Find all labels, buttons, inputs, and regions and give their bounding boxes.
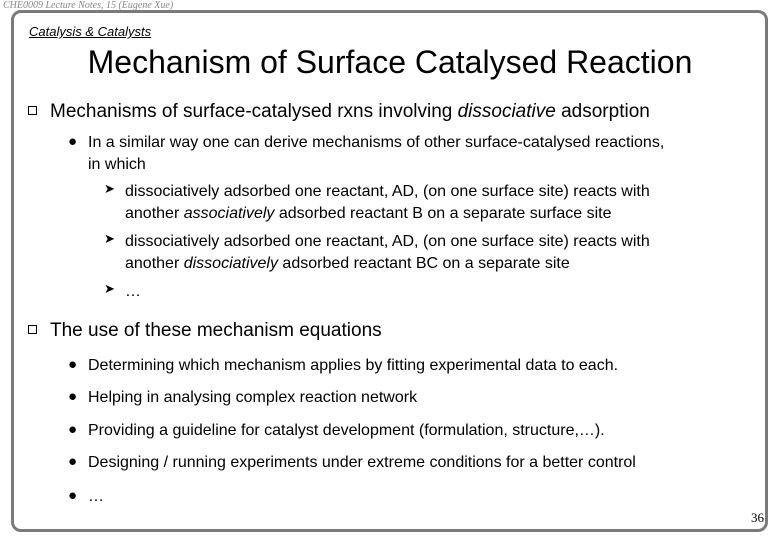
circle-bullet-icon: ● [68,388,78,405]
circle-bullet-icon: ● [68,356,78,373]
square-bullet-icon [28,106,37,115]
course-note-header: CHE0009 Lecture Notes, 15 (Eugene Xue) [3,0,174,11]
sub-bullet-text: … [88,488,104,505]
slide-title: Mechanism of Surface Catalysed Reaction [87,44,693,80]
circle-bullet-icon: ● [68,453,78,470]
page-number: 36 [751,510,764,525]
item-text: dissociatively adsorbed one reactant, AD, (on one surface site) reacts with another associatively adsorbed reactant B on a separate surface site [125,183,650,222]
sub-bullet-text: Designing / running experiments under extreme conditions for a better control [88,454,636,471]
circle-bullet-icon: ● [68,421,78,438]
item-text: … [125,283,141,300]
sub-bullet-text: Providing a guideline for catalyst development (formulation, structure,…). [88,422,605,439]
circle-bullet-icon: ● [68,487,78,504]
item-text: dissociatively adsorbed one reactant, AD, (on one surface site) reacts with another dissociatively adsorbed reactant BC on a separate site [125,233,650,272]
bullet-text: The use of these mechanism equations [50,320,382,341]
arrow-bullet-icon: ➤ [104,231,115,246]
section-label: Catalysis & Catalysts [29,24,152,39]
sub-bullet-text: In a similar way one can derive mechanisms of other surface-catalysed reactions, in which [88,134,665,173]
bullet-text: Mechanisms of surface-catalysed rxns involving dissociative adsorption [50,101,650,122]
arrow-bullet-icon: ➤ [104,181,115,196]
arrow-bullet-icon: ➤ [104,281,115,296]
sub-bullet-text: Helping in analysing complex reaction network [88,389,418,406]
circle-bullet-icon: ● [68,133,78,150]
square-bullet-icon [28,325,37,334]
sub-bullet-text: Determining which mechanism applies by fitting experimental data to each. [88,357,619,374]
